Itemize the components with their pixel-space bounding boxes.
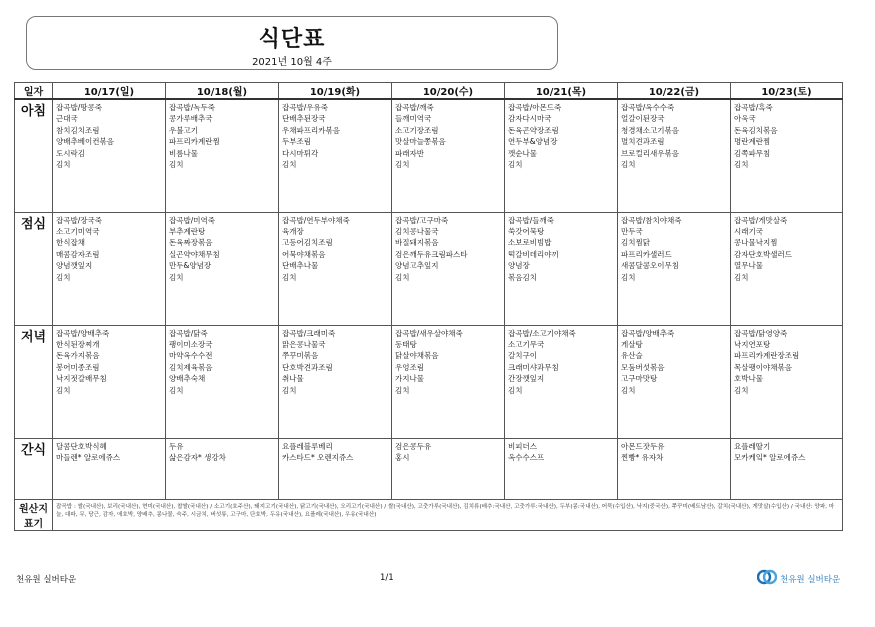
menu-item: 양념깻잎지	[56, 261, 93, 271]
menu-item: 돈육곤약장조림	[508, 125, 559, 135]
menu-item: 돈육짜장볶음	[169, 238, 213, 248]
menu-cell	[279, 212, 392, 325]
meal-row	[15, 212, 843, 325]
menu-item: 우불고기	[169, 125, 198, 135]
menu-item: 김치	[395, 272, 410, 282]
menu-item: 잡곡밥/땅콩죽	[56, 103, 102, 112]
menu-item: 검은콩두유	[395, 441, 432, 451]
menu-item: 김치	[508, 160, 523, 170]
menu-item: 동태탕	[395, 339, 417, 349]
day-header: 10/18(월)	[166, 83, 279, 100]
menu-item: 잡곡밥/참치야채죽	[621, 215, 682, 225]
day-header: 10/17(일)	[53, 83, 166, 100]
menu-item: 김치	[56, 160, 71, 170]
meal-row	[15, 438, 843, 499]
menu-cell	[392, 325, 505, 438]
menu-item: 유산슬	[621, 351, 643, 361]
menu-cell	[731, 99, 843, 212]
table-header-row	[15, 83, 843, 100]
menu-item: 크래미샤과무침	[508, 362, 559, 372]
menu-item: 김치	[621, 385, 636, 395]
menu-cell	[618, 438, 731, 499]
menu-cell	[279, 438, 392, 499]
logo-icon	[757, 569, 777, 589]
menu-item: 실곤약야채무침	[169, 249, 220, 259]
menu-item: 요플레블루베리	[282, 441, 333, 451]
menu-item: 들깨미역국	[395, 114, 432, 124]
day-header: 10/22(금)	[618, 83, 731, 100]
menu-item: 시래기국	[734, 226, 763, 236]
menu-item: 감자단호박샐러드	[734, 249, 792, 259]
meal-label: 점심	[15, 212, 53, 325]
menu-item: 만두국	[621, 226, 643, 236]
menu-item: 검은깨두유크림파스타	[395, 249, 468, 259]
menu-item: 고등어김치조림	[282, 238, 333, 248]
menu-item: 콩가루배추국	[169, 114, 213, 124]
menu-item: 카스타드* 오렌지쥬스	[282, 452, 354, 462]
menu-cell	[166, 212, 279, 325]
menu-item: 잡곡밥/크래미죽	[282, 328, 336, 338]
menu-item: 바질돼지볶음	[395, 238, 439, 248]
menu-item: 김치	[169, 272, 184, 282]
menu-table	[14, 82, 843, 531]
menu-cell	[505, 99, 618, 212]
menu-item: 떡갈비데리야끼	[508, 249, 559, 259]
menu-cell	[279, 99, 392, 212]
menu-item: 볶음김치	[508, 272, 537, 282]
day-header: 10/20(수)	[392, 83, 505, 100]
menu-item: 파프리카계란장조림	[734, 351, 800, 361]
menu-item: 맑은콩나물국	[282, 339, 326, 349]
menu-item: 파래자반	[395, 148, 424, 158]
menu-item: 김치	[621, 160, 636, 170]
menu-item: 김치	[508, 385, 523, 395]
menu-item: 돈육가지볶음	[56, 351, 100, 361]
menu-item: 양배추베이컨볶음	[56, 137, 114, 147]
origin-text: 잡곡밥 : 쌀(국내산), 보리(국내산), 현미(국내산), 찹쌀(국내산) / 소고기(호주산), 돼지고기(국내산), 닭고기(국내산), 오리고기(국내산) / 쌀(국내산), 고춧가루(국내산), 김치류(배추:국내산, 고춧가루:국내산), 두부(콩:국내산), 어묵(수입산), 낙지(중국산), 쭈꾸미(베트남산), 갈치(국내산), 게맛살(수입산) / 국내산: 양파, 마늘, 대파, 무, 당근, 감자, 애호박, 양배추, 콩나물, 숙주, 시금치, 버섯류, 고구마, 단호박, 두유(국내산), 요플레(국내산), 우유(국내산)	[53, 499, 843, 530]
menu-item: 우채파프리카볶음	[282, 125, 340, 135]
menu-item: 양배추숙채	[169, 374, 206, 384]
menu-item: 마약옥수수전	[169, 351, 213, 361]
menu-item: 잡곡밥/아몬드죽	[508, 103, 562, 112]
menu-item: 김치	[395, 160, 410, 170]
menu-item: 단호박견과조림	[282, 362, 333, 372]
menu-cell	[731, 438, 843, 499]
menu-item: 부추계란탕	[169, 226, 206, 236]
menu-item: 소보로비빔밥	[508, 238, 552, 248]
menu-item: 달콤단호박식혜	[56, 441, 107, 451]
meal-label: 아침	[15, 99, 53, 212]
menu-cell	[392, 438, 505, 499]
menu-item: 브로컬리새우볶음	[621, 148, 679, 158]
menu-item: 잡곡밥/소고기야채죽	[508, 328, 576, 338]
menu-item: 단배추된장국	[282, 114, 326, 124]
menu-cell	[53, 212, 166, 325]
menu-item: 비름나물	[169, 148, 198, 158]
menu-item: 잡곡밥/닭죽	[169, 328, 208, 338]
menu-item: 잡곡밥/연두부야채죽	[282, 215, 350, 225]
menu-item: 낙지젓갈배무침	[56, 374, 107, 384]
day-header: 10/23(토)	[731, 83, 843, 100]
meal-label: 간식	[15, 438, 53, 499]
menu-item: 마들렌* 알로에쥬스	[56, 452, 121, 462]
page-title: 식단표	[258, 27, 326, 52]
menu-item: 김치	[734, 272, 749, 282]
menu-item: 김치콩나물국	[395, 226, 439, 236]
title-box	[26, 16, 558, 70]
menu-item: 모둠버섯볶음	[621, 362, 665, 372]
menu-item: 가지나물	[395, 374, 424, 384]
menu-item: 한식잡채	[56, 238, 85, 248]
menu-item: 옥수수스프	[508, 452, 545, 462]
menu-cell	[166, 325, 279, 438]
menu-cell	[731, 325, 843, 438]
menu-item: 잡곡밥/닭영양죽	[734, 328, 788, 338]
menu-item: 소고기장조림	[395, 125, 439, 135]
menu-cell	[618, 325, 731, 438]
menu-item: 게살탕	[621, 339, 643, 349]
origin-row	[15, 499, 843, 530]
logo-text: 천유원 실버타운	[780, 575, 841, 585]
menu-item: 김치	[282, 385, 297, 395]
day-header: 10/19(화)	[279, 83, 392, 100]
menu-item: 청경채소고기볶음	[621, 125, 679, 135]
meal-label: 저녁	[15, 325, 53, 438]
menu-item: 매콤감자조림	[56, 249, 100, 259]
menu-item: 김치	[282, 160, 297, 170]
menu-item: 한식된장찌개	[56, 339, 100, 349]
menu-item: 갈치구이	[508, 351, 537, 361]
menu-item: 닭살야채볶음	[395, 351, 439, 361]
menu-cell	[618, 212, 731, 325]
menu-item: 잡곡밥/우유죽	[282, 103, 328, 112]
menu-item: 김치	[169, 160, 184, 170]
menu-cell	[166, 99, 279, 212]
menu-item: 팽이미소장국	[169, 339, 213, 349]
corner-label: 일자	[15, 83, 53, 100]
menu-item: 김치	[56, 385, 71, 395]
menu-item: 요플레딸기	[734, 441, 771, 451]
menu-item: 양념장	[508, 261, 530, 271]
menu-item: 파프리카샐러드	[621, 249, 672, 259]
menu-cell	[53, 99, 166, 212]
menu-item: 아몬드잣두유	[621, 441, 665, 451]
menu-item: 새콤달콤오이무침	[621, 261, 679, 271]
menu-item: 맛살마늘쫑볶음	[395, 137, 446, 147]
menu-item: 멸치견과조림	[621, 137, 665, 147]
menu-item: 김치	[621, 272, 636, 282]
menu-item: 잡곡밥/장국죽	[56, 215, 102, 225]
menu-item: 홍시	[395, 452, 410, 462]
page-number: 1/1	[380, 573, 394, 583]
menu-item: 감자다시마국	[508, 114, 552, 124]
menu-item: 다시마튀각	[282, 148, 319, 158]
menu-item: 참치김치조림	[56, 125, 100, 135]
footer-org-name: 천유원 실버타운	[16, 575, 77, 585]
menu-item: 김치	[395, 385, 410, 395]
menu-item: 잡곡밥/옥수수죽	[621, 103, 675, 112]
menu-item: 열무나물	[734, 261, 763, 271]
menu-cell	[53, 438, 166, 499]
menu-item: 잡곡밥/미역죽	[169, 215, 215, 225]
meal-row	[15, 325, 843, 438]
menu-cell	[731, 212, 843, 325]
menu-item: 잡곡밥/깨죽	[395, 103, 434, 112]
menu-item: 도시락김	[56, 148, 85, 158]
menu-item: 김치제육볶음	[169, 362, 213, 372]
menu-item: 간장깻잎지	[508, 374, 545, 384]
menu-item: 비피더스	[508, 441, 537, 451]
menu-item: 얼갈이된장국	[621, 114, 665, 124]
menu-item: 잡곡밥/게맛살죽	[734, 215, 788, 225]
page-subtitle: 2021년 10월 4주	[252, 57, 332, 68]
menu-item: 봉어미종조림	[56, 362, 100, 372]
menu-cell	[618, 99, 731, 212]
menu-item: 돈육김치볶음	[734, 125, 778, 135]
menu-item: 양념고추잎지	[395, 261, 439, 271]
menu-item: 우엉조림	[395, 362, 424, 372]
menu-item: 김쪽파무침	[734, 148, 771, 158]
menu-item: 두유	[169, 441, 184, 451]
menu-item: 잡곡밥/녹두죽	[169, 103, 215, 112]
menu-item: 소고기무국	[508, 339, 545, 349]
menu-item: 낙지연포탕	[734, 339, 771, 349]
menu-cell	[505, 212, 618, 325]
menu-item: 김치	[56, 272, 71, 282]
menu-item: 두부조림	[282, 137, 311, 147]
menu-item: 쑥갓어묵탕	[508, 226, 545, 236]
menu-item: 잡곡밥/흑죽	[734, 103, 773, 112]
menu-cell	[505, 325, 618, 438]
menu-item: 단배추나물	[282, 261, 319, 271]
menu-item: 파프리카계란찜	[169, 137, 220, 147]
menu-item: 깻순나물	[508, 148, 537, 158]
menu-item: 잡곡밥/양배추죽	[56, 328, 110, 338]
menu-item: 아욱국	[734, 114, 756, 124]
menu-item: 김치	[734, 160, 749, 170]
menu-item: 육개장	[282, 226, 304, 236]
menu-item: 김치	[734, 385, 749, 395]
menu-item: 잡곡밥/양배추죽	[621, 328, 675, 338]
menu-cell	[392, 212, 505, 325]
menu-cell	[53, 325, 166, 438]
menu-item: 삶은감자* 생강차	[169, 452, 226, 462]
menu-item: 김치찜닭	[621, 238, 650, 248]
menu-item: 근대국	[56, 114, 78, 124]
menu-item: 잡곡밥/고구마죽	[395, 215, 449, 225]
menu-item: 쭈꾸미볶음	[282, 351, 319, 361]
menu-cell	[166, 438, 279, 499]
menu-item: 취나물	[282, 374, 304, 384]
menu-item: 찐빵* 유자차	[621, 452, 664, 462]
menu-item: 목살팽이야채볶음	[734, 362, 792, 372]
menu-item: 잡곡밥/새우살야채죽	[395, 328, 463, 338]
org-logo	[757, 569, 840, 589]
menu-item: 만두&양념장	[169, 261, 212, 271]
menu-item: 연두부&양념장	[508, 137, 558, 147]
menu-cell	[392, 99, 505, 212]
origin-label: 원산지 표기	[15, 499, 53, 530]
day-header: 10/21(목)	[505, 83, 618, 100]
menu-item: 모카케잌* 알로에쥬스	[734, 452, 806, 462]
menu-item: 콩나물낙지찜	[734, 238, 778, 248]
menu-item: 어묵야채볶음	[282, 249, 326, 259]
meal-row	[15, 99, 843, 212]
menu-item: 김치	[282, 272, 297, 282]
menu-item: 명란계란찜	[734, 137, 771, 147]
menu-item: 잡곡밥/들깨죽	[508, 215, 554, 225]
menu-item: 호박나물	[734, 374, 763, 384]
menu-cell	[279, 325, 392, 438]
menu-item: 김치	[169, 385, 184, 395]
menu-item: 고구마맛탕	[621, 374, 658, 384]
menu-cell	[505, 438, 618, 499]
menu-item: 소고기미역국	[56, 226, 100, 236]
